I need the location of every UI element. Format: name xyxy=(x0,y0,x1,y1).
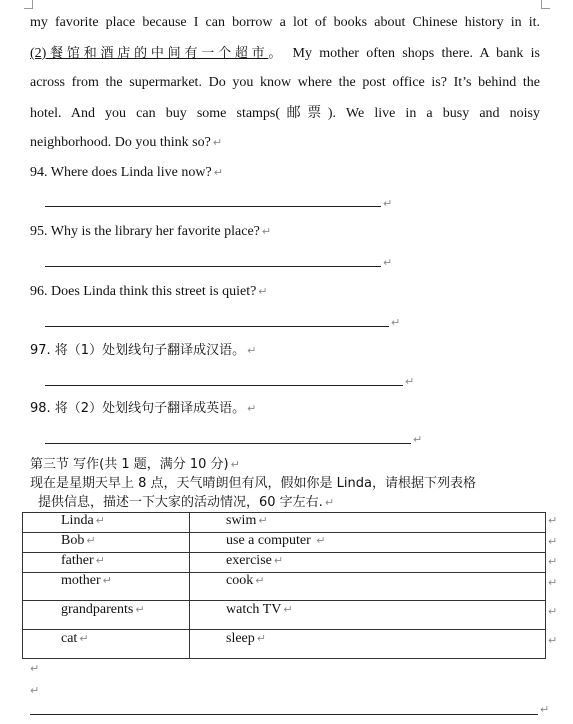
row-end-mark: ↵ xyxy=(548,605,558,618)
table-cell-person: mother ↵ xyxy=(23,573,190,601)
table-cell-activity: watch TV ↵ xyxy=(190,601,546,630)
writing-instruction-line-2: 提供信息，描述一下大家的活动情况，60 字左右. ↵ xyxy=(38,495,335,510)
paragraph-mark: ↵ xyxy=(540,703,550,716)
paragraph-mark: ↵ xyxy=(383,197,393,210)
table-cell-person: Bob ↵ xyxy=(23,533,190,553)
row-end-mark: ↵ xyxy=(548,514,558,527)
passage-line-2: (2)餐馆和酒店的中间有一个超市。 My mother often shops there. A bank is xyxy=(30,46,540,61)
row-end-mark: ↵ xyxy=(548,555,558,568)
row-end-mark: ↵ xyxy=(548,634,558,647)
writing-instruction-line-1: 现在是星期天早上 8 点，天气晴朗但有风，假如你是 Linda，请根据下列表格 xyxy=(30,476,476,491)
table-row xyxy=(23,601,546,630)
table-row xyxy=(23,553,546,573)
question-95: 95. Why is the library her favorite place? ↵ xyxy=(30,224,272,239)
activity-table xyxy=(22,512,546,659)
paragraph-mark: ↵ xyxy=(405,375,415,388)
page-corner-mark-right xyxy=(541,0,550,9)
paragraph-mark: ↵ xyxy=(212,136,223,149)
underlined-sentence-2: 餐馆和酒店的中间有一个超市 xyxy=(46,46,269,61)
table-row xyxy=(23,513,546,533)
row-end-mark: ↵ xyxy=(548,576,558,589)
answer-blank-96[interactable] xyxy=(45,326,389,327)
passage-line-5: neighborhood. Do you think so? ↵ xyxy=(30,135,223,150)
question-98: 98. 将（2）处划线句子翻译成英语。 ↵ xyxy=(30,401,257,416)
paragraph-mark: ↵ xyxy=(30,684,40,697)
paragraph-mark: ↵ xyxy=(391,316,401,329)
row-end-mark: ↵ xyxy=(548,535,558,548)
question-94: 94. Where does Linda live now? ↵ xyxy=(30,165,223,180)
table-cell-person: Linda ↵ xyxy=(23,513,190,533)
writing-heading: 第三节 写作(共 1 题，满分 10 分) ↵ xyxy=(30,457,240,472)
table-cell-activity: cook ↵ xyxy=(190,573,546,601)
table-cell-activity: exercise ↵ xyxy=(190,553,546,573)
answer-blank-95[interactable] xyxy=(45,266,381,267)
table-cell-activity: use a computer ↵ xyxy=(190,533,546,553)
table-row xyxy=(23,630,546,659)
paragraph-mark: ↵ xyxy=(30,662,40,675)
answer-blank-97[interactable] xyxy=(45,385,403,386)
table-row xyxy=(23,573,546,601)
table-row xyxy=(23,533,546,553)
writing-answer-line[interactable] xyxy=(30,714,538,715)
paragraph-mark: ↵ xyxy=(413,433,423,446)
question-97: 97. 将（1）处划线句子翻译成汉语。 ↵ xyxy=(30,343,257,358)
passage-line-4: hotel. And you can buy some stamps(邮票). We live in a busy and noisy xyxy=(30,106,540,121)
table-cell-person: cat ↵ xyxy=(23,630,190,659)
underline-marker-2: (2) xyxy=(30,46,47,61)
table-cell-person: grandparents ↵ xyxy=(23,601,190,630)
table-cell-activity: sleep ↵ xyxy=(190,630,546,659)
page-corner-mark-left xyxy=(24,0,33,9)
table-cell-activity: swim ↵ xyxy=(190,513,546,533)
passage-line-1: my favorite place because I can borrow a lot of books about Chinese history in it. xyxy=(30,15,540,30)
paragraph-mark: ↵ xyxy=(383,256,393,269)
question-96: 96. Does Linda think this street is quiet? ↵ xyxy=(30,284,268,299)
answer-blank-94[interactable] xyxy=(45,206,381,207)
table-cell-person: father ↵ xyxy=(23,553,190,573)
passage-line-3: across from the supermarket. Do you know where the post office is? It’s behind the xyxy=(30,75,540,90)
answer-blank-98[interactable] xyxy=(45,443,411,444)
